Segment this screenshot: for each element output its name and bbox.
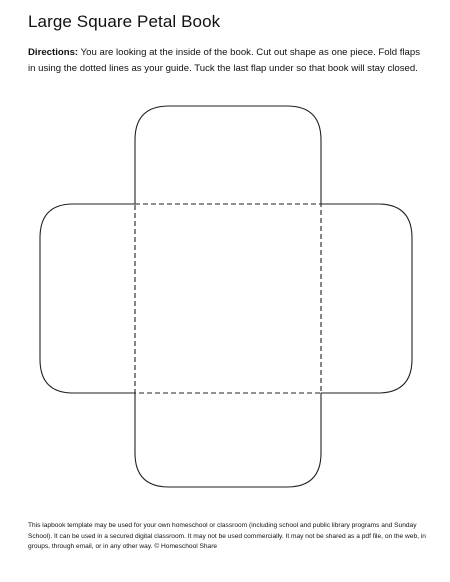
cut-outline [40, 106, 412, 487]
directions-text: You are looking at the inside of the book. Cut out shape as one piece. Fold flaps in using the dotted lines as your guide. Tuck the last flap under so that book will stay closed. [28, 47, 421, 74]
directions-label: Directions: [28, 47, 79, 58]
page-title: Large Square Petal Book [28, 12, 221, 31]
copyright-notice: This lapbook template may be used for your own homeschool or classroom (including school and public library programs and Sunday School). It can be used in a secured digital classroom. It may not be used commercially. It may not be shared as a pdf file, on the web, in groups, through email, or in any other way. © Homeschool Share [28, 522, 426, 550]
fold-square [135, 204, 321, 393]
